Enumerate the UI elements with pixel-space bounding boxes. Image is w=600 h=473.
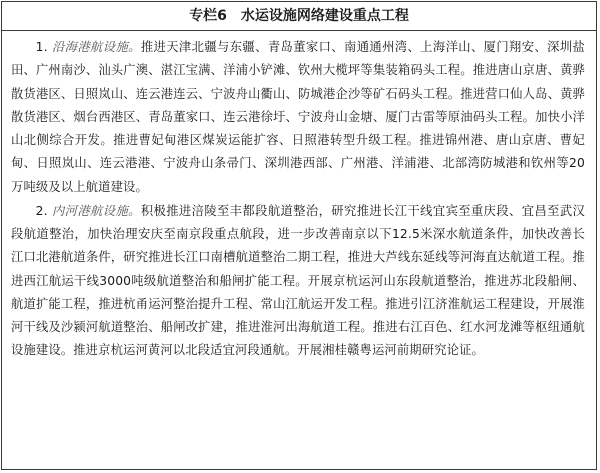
section-inland	[11, 200, 585, 363]
section-number: 1.	[35, 40, 48, 54]
section-number: 2.	[35, 203, 48, 218]
section-lead: 内河港航设施。	[51, 203, 141, 218]
section-text: 推进天津北疆与东疆、青岛董家口、南通通州湾、上海洋山、厦门翔安、深圳盐田、广州南沙、汕头广澳、湛江宝满、洋浦小铲滩、钦州大榄坪等集装箱码头工程。推进唐山京唐、黄骅散货港区、日照岚山、连云港连云、宁波舟山衢山、防城港企沙等矿石码头工程。推进营口仙人岛、黄骅散货港区、烟台西港区、青岛董家口、连云港徐圩、宁波舟山金塘、厦门古雷等原油码头工程。加快小洋山北侧综合开发。推进曹妃甸港区煤炭运能扩容、日照港转型升级工程。推进锦州港、唐山京唐、曹妃甸、日照岚山、连云港港、宁波舟山条帚门、深圳港西部、广州港、洋浦港、北部湾防城港和钦州等20万吨级及以上航道建设。	[11, 40, 585, 194]
column-content	[11, 36, 585, 363]
section-text: 积极推进涪陵至丰都段航道整治，研究推进长江干线宜宾至重庆段、宜昌至武汉段航道整治，加快治理安庆至南京段重点航段，进一步改善南京以下12.5米深水航道条件，加快改善长江口北港航道条件，研究推进长江口南槽航道整治二期工程，推进大芦线东延线等河海直达航道工程。推进西江航运干线3000吨级航道整治和船闸扩能工程。开展京杭运河山东段航道整治，推进苏北段船闸、航道扩能工程，推进杭甬运河整治提升工程、常山江航运开发工程。推进引江济淮航运工程建设，开展淮河干线及沙颍河航道整治、船闸改扩建，推进淮河出海航道工程。推进右江百色、红水河龙滩等枢纽通航设施建设。推进京杭运河黄河以北段适宜河段通航。开展湘桂赣粤运河前期研究论证。	[11, 203, 585, 358]
section-coastal	[11, 36, 585, 199]
section-lead: 沿海港航设施。	[51, 40, 141, 54]
column-title: 专栏6 水运设施网络建设重点工程	[1, 1, 597, 31]
